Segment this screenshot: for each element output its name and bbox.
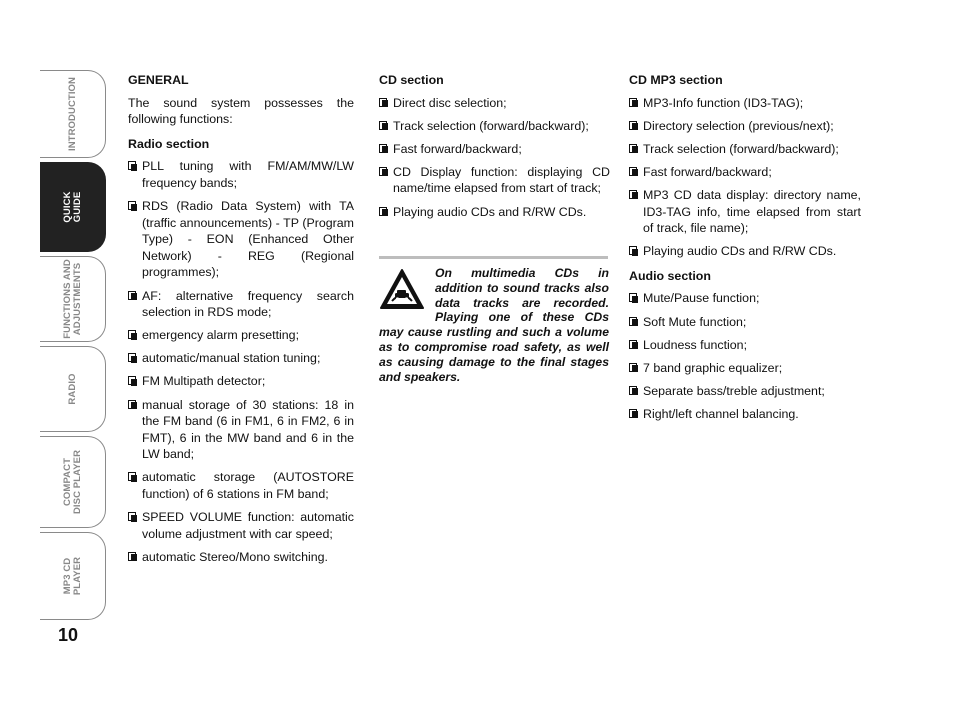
checkbox-square-icon [128, 400, 136, 409]
column-cd-mp3-section [629, 72, 861, 431]
list-item-text: Direct disc selection; [393, 95, 507, 110]
checkbox-square-icon [379, 167, 387, 176]
checkbox-square-icon [128, 552, 136, 561]
list-item-text: automatic storage (AUTOSTORE function) of 6 stations in FM band; [142, 470, 354, 501]
list-item-text: Directory selection (previous/next); [643, 118, 834, 133]
checkbox-square-icon [629, 121, 637, 130]
section-heading: CD section [379, 73, 444, 87]
list-item-text: Track selection (forward/backward); [393, 118, 589, 133]
list-item [629, 118, 861, 135]
list-item [128, 549, 354, 566]
list-item [128, 327, 354, 344]
radio-feature-list [128, 158, 354, 565]
checkbox-square-icon [128, 376, 136, 385]
tab-quick-guide[interactable] [40, 162, 106, 252]
list-item [128, 469, 354, 502]
list-item [379, 95, 610, 112]
page-number: 10 [58, 625, 79, 645]
list-item-text: automatic Stereo/Mono switching. [142, 549, 328, 564]
checkbox-square-icon [379, 207, 387, 216]
list-item-text: Track selection (forward/backward); [643, 141, 839, 156]
column-cd-section [379, 72, 610, 228]
tab-label: QUICK GUIDE [61, 191, 83, 223]
checkbox-square-icon [629, 293, 637, 302]
section-heading: GENERAL [128, 73, 189, 87]
list-item [128, 158, 354, 191]
list-item [379, 141, 610, 158]
tab-label: RADIO [66, 373, 78, 405]
tab-radio[interactable] [40, 346, 106, 432]
list-item [629, 243, 861, 260]
list-item [629, 406, 861, 423]
checkbox-square-icon [629, 409, 637, 418]
checkbox-square-icon [128, 161, 136, 170]
list-item-text: FM Multipath detector; [142, 374, 266, 389]
checkbox-square-icon [379, 121, 387, 130]
list-item-text: 7 band graphic equalizer; [643, 360, 783, 375]
checkbox-square-icon [629, 167, 637, 176]
checkbox-square-icon [629, 246, 637, 255]
list-item-text: CD Display function: displaying CD name/time elapsed from start of track; [393, 164, 610, 196]
checkbox-square-icon [128, 512, 136, 521]
radio-section-heading: Radio section [128, 136, 210, 151]
section-heading: CD MP3 section [629, 73, 723, 87]
list-item-text: PLL tuning with FM/AM/MW/LW frequency bands; [142, 159, 354, 190]
checkbox-square-icon [379, 144, 387, 153]
warning-text: On multimedia CDs in addition to sound tracks also data tracks are recorded. Playing one of these CDs may cause rustling and such a volume as to compromise road safety, as well as causing damage to the final stages and speakers. [379, 266, 609, 384]
checkbox-square-icon [128, 291, 136, 300]
checkbox-square-icon [128, 201, 136, 210]
tab-functions-and-adjustments[interactable] [40, 256, 106, 342]
checkbox-square-icon [629, 340, 637, 349]
road-warning-triangle-icon [379, 268, 425, 310]
audio-feature-list [629, 290, 861, 422]
list-item [629, 187, 861, 237]
mp3-feature-list [629, 95, 861, 260]
checkbox-square-icon [379, 98, 387, 107]
list-item-text: Mute/Pause function; [643, 291, 760, 306]
list-item [629, 360, 861, 377]
list-item-text: SPEED VOLUME function: automatic volume adjustment with car speed; [142, 510, 354, 541]
list-item-text: Fast forward/backward; [393, 141, 522, 156]
list-item [629, 383, 861, 400]
checkbox-square-icon [629, 190, 637, 199]
column-general [128, 72, 354, 573]
list-item [629, 337, 861, 354]
list-item [629, 141, 861, 158]
list-item-text: RDS (Radio Data System) with TA (traffic announcements) - TP (Program Type) - EON (Enhanced Other Network) - REG (Regional programmes); [142, 199, 354, 280]
tab-label: INTRODUCTION [66, 76, 78, 152]
checkbox-square-icon [629, 144, 637, 153]
tab-mp3-cd-player[interactable] [40, 532, 106, 620]
list-item [379, 204, 610, 221]
checkbox-square-icon [128, 472, 136, 481]
tab-compact-disc-player[interactable] [40, 436, 106, 528]
tab-label: MP3 CD PLAYER [61, 556, 83, 596]
list-item-text: Loudness function; [643, 337, 748, 352]
list-item-text: AF: alternative frequency search selection in RDS mode; [142, 288, 354, 320]
checkbox-square-icon [629, 317, 637, 326]
list-item [128, 373, 354, 390]
checkbox-square-icon [629, 98, 637, 107]
tab-label: FUNCTIONS AND ADJUSTMENTS [61, 259, 83, 339]
list-item-text: MP3-Info function (ID3-TAG); [643, 95, 804, 110]
list-item-text: Playing audio CDs and R/RW CDs. [393, 204, 587, 219]
list-item [128, 397, 354, 463]
list-item [629, 164, 861, 181]
checkbox-square-icon [128, 330, 136, 339]
checkbox-square-icon [128, 353, 136, 362]
list-item-text: Fast forward/backward; [643, 164, 772, 179]
tab-introduction[interactable] [40, 70, 106, 158]
list-item-text: emergency alarm presetting; [142, 328, 300, 343]
audio-section-heading: Audio section [629, 268, 711, 283]
list-item [128, 198, 354, 281]
list-item [379, 118, 610, 135]
list-item [128, 509, 354, 542]
list-item-text: manual storage of 30 stations: 18 in the FM band (6 in FM1, 6 in FM2, 6 in FMT), 6 in the MW band and 6 in the LW band; [142, 397, 354, 462]
list-item-text: automatic/manual station tuning; [142, 351, 321, 366]
list-item [379, 164, 610, 197]
cd-feature-list [379, 95, 610, 221]
list-item [128, 288, 354, 321]
checkbox-square-icon [629, 386, 637, 395]
tab-label: COMPACT DISC PLAYER [61, 449, 83, 515]
list-item-text: MP3 CD data display: directory name, ID3-TAG info, time elapsed from start of track, file name); [643, 187, 861, 236]
list-item [629, 95, 861, 112]
checkbox-square-icon [629, 363, 637, 372]
divider [379, 256, 608, 259]
list-item [629, 290, 861, 307]
list-item [629, 314, 861, 331]
intro-paragraph: The sound system possesses the following functions: [128, 95, 354, 127]
list-item-text: Soft Mute function; [643, 314, 747, 329]
warning-note [379, 266, 609, 384]
list-item-text: Separate bass/treble adjustment; [643, 383, 825, 398]
list-item-text: Playing audio CDs and R/RW CDs. [643, 244, 837, 259]
list-item-text: Right/left channel balancing. [643, 406, 799, 421]
list-item [128, 350, 354, 367]
